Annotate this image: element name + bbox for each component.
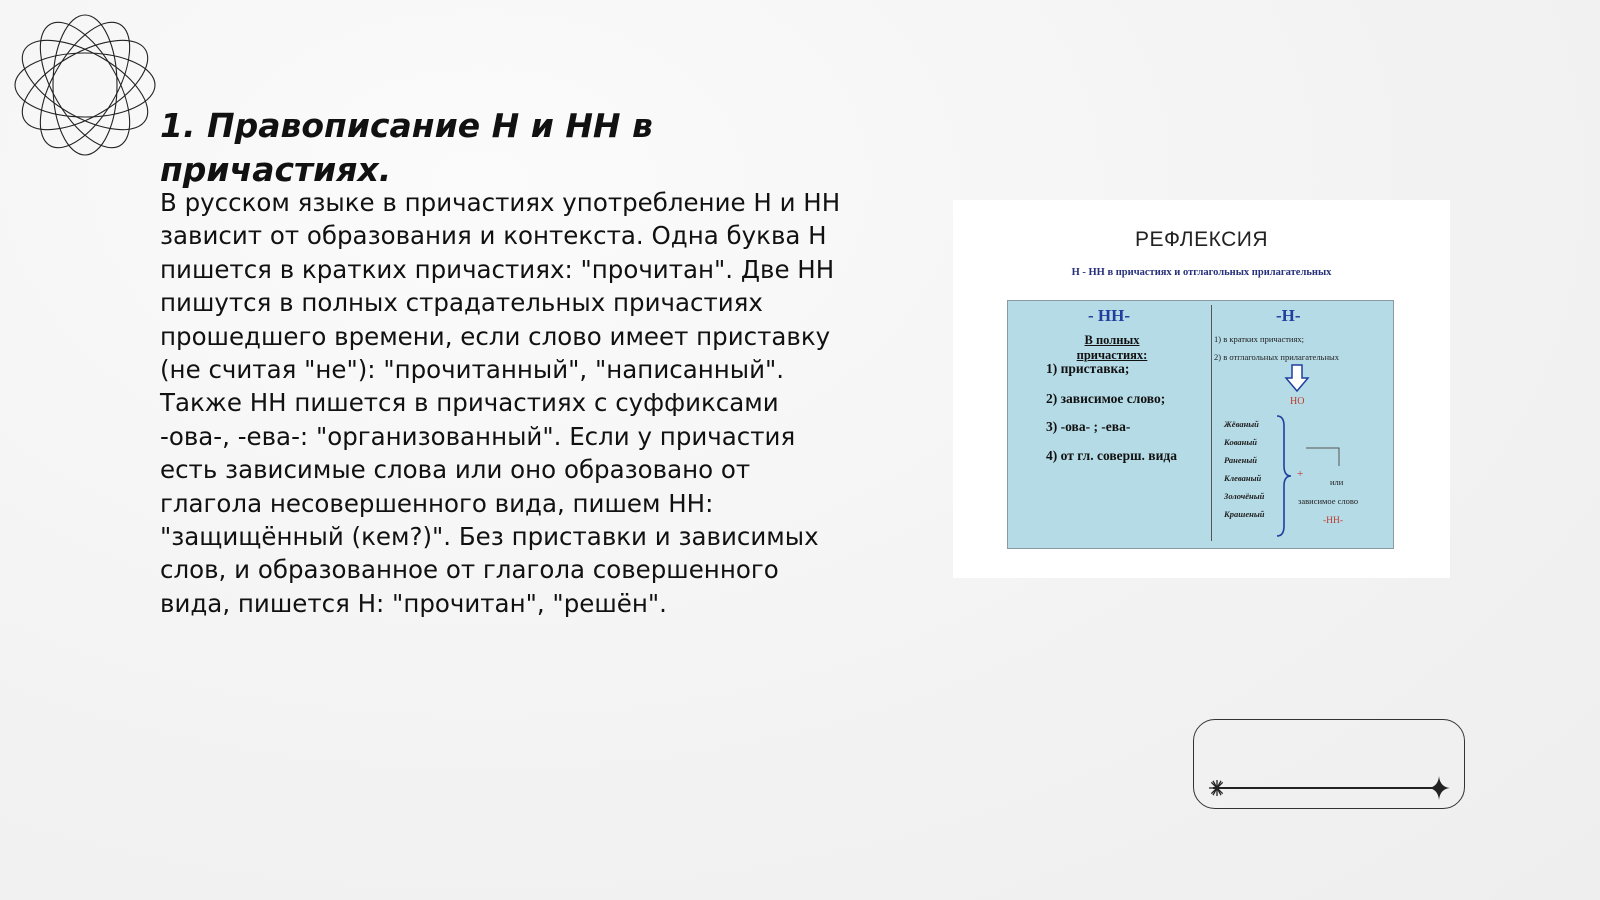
no-label: НО bbox=[1290, 396, 1305, 407]
rule-item: 3) -ова- ; -ева- bbox=[1046, 419, 1131, 434]
exception-word: Золочёный bbox=[1224, 491, 1265, 501]
down-arrow-icon bbox=[1284, 364, 1310, 392]
image-heading: РЕФЛЕКСИЯ bbox=[1135, 228, 1268, 251]
exception-word: Раненый bbox=[1224, 455, 1257, 465]
exception-word: Клеваный bbox=[1224, 473, 1262, 483]
right-note: 1) в кратких причастиях; bbox=[1214, 334, 1304, 344]
or-label: или bbox=[1330, 477, 1344, 487]
sparkle-icon bbox=[1428, 776, 1450, 800]
nn-result-label: -НН- bbox=[1323, 516, 1344, 526]
starburst-icon bbox=[1209, 780, 1225, 796]
exception-word: Кованый bbox=[1224, 437, 1258, 447]
left-subheader: В полных причастиях: bbox=[1076, 333, 1148, 362]
exception-word: Жёваный bbox=[1224, 419, 1259, 429]
rule-item: 1) приставка; bbox=[1046, 361, 1130, 376]
plus-sign: + bbox=[1297, 468, 1304, 480]
slide-title: 1. Правописание Н и НН в причастиях. bbox=[160, 106, 653, 189]
rule-item: 2) зависимое слово; bbox=[1046, 391, 1166, 406]
right-note: 2) в отглагольных прилагательных bbox=[1214, 352, 1339, 362]
reflection-image bbox=[953, 200, 1450, 578]
rule-item: 4) от гл. соверш. вида bbox=[1046, 448, 1177, 463]
column-header-n: -Н- bbox=[1276, 306, 1301, 325]
column-divider bbox=[1211, 305, 1212, 541]
right-brace-icon bbox=[1275, 414, 1293, 538]
exception-word: Крашеный bbox=[1224, 509, 1265, 519]
rules-table bbox=[1007, 300, 1394, 549]
corner-bracket-icon bbox=[1305, 447, 1341, 467]
interlaced-rings-ornament bbox=[10, 10, 160, 160]
dependent-word-label: зависимое слово bbox=[1298, 496, 1359, 506]
slide-body-text: В русском языке в причастиях употребление Н и НН зависит от образования и контекста. Одна буква Н пишется в кратких причастиях: "прочитан". Две НН пишутся в полных страдательных причастиях прошедшего времени, если слово имеет приставку (не считая "не"): "прочитанный", "написанный". Также НН пишется в причастиях с суффиксами -ова-, -ева-: "организованный". Если у причастия есть зависимые слова или оно образовано от глагола несовершенного вида, пишем НН: "защищённый (кем?)". Без приставки и зависимых слов, и образованное от глагола совершенного вида, пишется Н: "прочитан", "решён". bbox=[160, 188, 841, 618]
column-header-nn: - НН- bbox=[1088, 306, 1131, 325]
decorative-line bbox=[1213, 787, 1443, 789]
image-subheading: Н - НН в причастиях и отглагольных прилагательных bbox=[1071, 267, 1332, 278]
decorative-frame bbox=[1193, 719, 1465, 809]
